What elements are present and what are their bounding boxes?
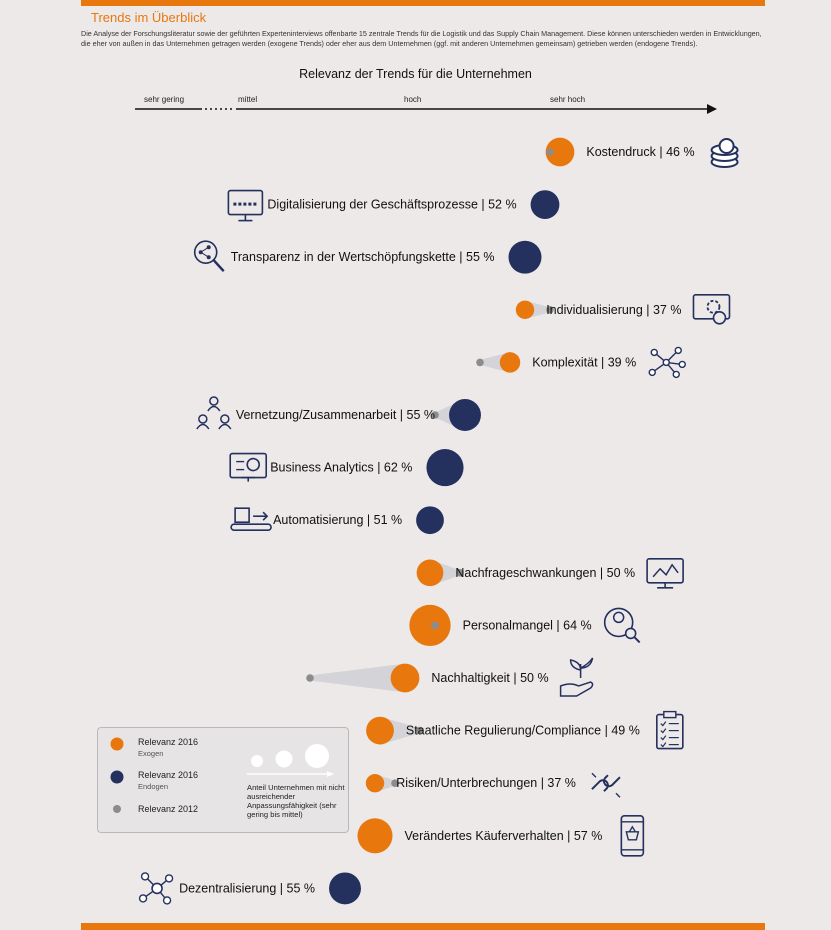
trend-label: Individualisierung | 37 % (546, 302, 682, 317)
trend-label: Staatliche Regulierung/Compliance | 49 % (405, 723, 640, 738)
legend-size-small (251, 755, 263, 767)
legend-marker-exogen (111, 738, 124, 751)
trend-label: Vernetzung/Zusammenarbeit | 55 % (235, 408, 436, 422)
legend-marker-2012 (113, 805, 121, 813)
axis-label-hoch: hoch (404, 95, 422, 104)
legend-endogen-label: Relevanz 2016 (138, 770, 199, 780)
page-title: Trends im Überblick (91, 10, 207, 25)
legend-2012-label: Relevanz 2012 (138, 804, 199, 814)
axis-label-sehr-hoch: sehr hoch (550, 95, 586, 104)
intro-text: Die Analyse der Forschungsliteratur sowie der geführten Experteninterviews offenbarte 15 zentrale Trends für die Logistik und das Supply Chain Management. Diese können unterschieden werden in Entwicklungen, die eher von außen in das Unternehmen getragen werden (exogene Trends) oder eher aus dem Unternehmen (ggf. mit anderen Unternehmen gemeinsam) getrieben werden (endogene Trends). (81, 29, 762, 48)
trend-label: Business Analytics | 62 % (270, 460, 413, 475)
legend-endogen-sub: Endogen (138, 782, 169, 791)
trend-label: Verändertes Käuferverhalten | 57 % (404, 828, 603, 843)
legend-size-description: Anteil Unternehmen mit nicht ausreichender Anpassungsfähigkeit (sehr gering bis mittel) (247, 783, 345, 819)
trend-label: Nachfrageschwankungen | 50 % (455, 565, 636, 580)
trend-label: Kostendruck | 46 % (586, 145, 695, 159)
trend-label: Nachhaltigkeit | 50 % (431, 671, 549, 685)
trend-label: Transparenz in der Wertschöpfungskette | 55 % (230, 250, 495, 265)
bottom-accent-bar (81, 923, 765, 930)
trend-label: Dezentralisierung | 55 % (179, 881, 316, 896)
trend-label: Digitalisierung der Geschäftsprozesse | 52 % (267, 197, 517, 212)
trend-label: Risiken/Unterbrechungen | 37 % (396, 776, 576, 791)
legend-size-large (305, 744, 329, 768)
legend-exogen-sub: Exogen (138, 749, 164, 758)
trend-label: Komplexität | 39 % (532, 355, 637, 370)
legend-marker-endogen (111, 771, 124, 784)
trend-label: Personalmangel | 64 % (462, 618, 592, 633)
chart-title: Relevanz der Trends für die Unternehmen (299, 67, 532, 81)
legend-exogen-label: Relevanz 2016 (138, 737, 199, 747)
axis-label-mittel: mittel (238, 95, 258, 104)
axis-label-sehr-gering: sehr gering (144, 95, 185, 104)
legend-size-medium (276, 751, 293, 768)
trend-label: Automatisierung | 51 % (273, 513, 403, 528)
